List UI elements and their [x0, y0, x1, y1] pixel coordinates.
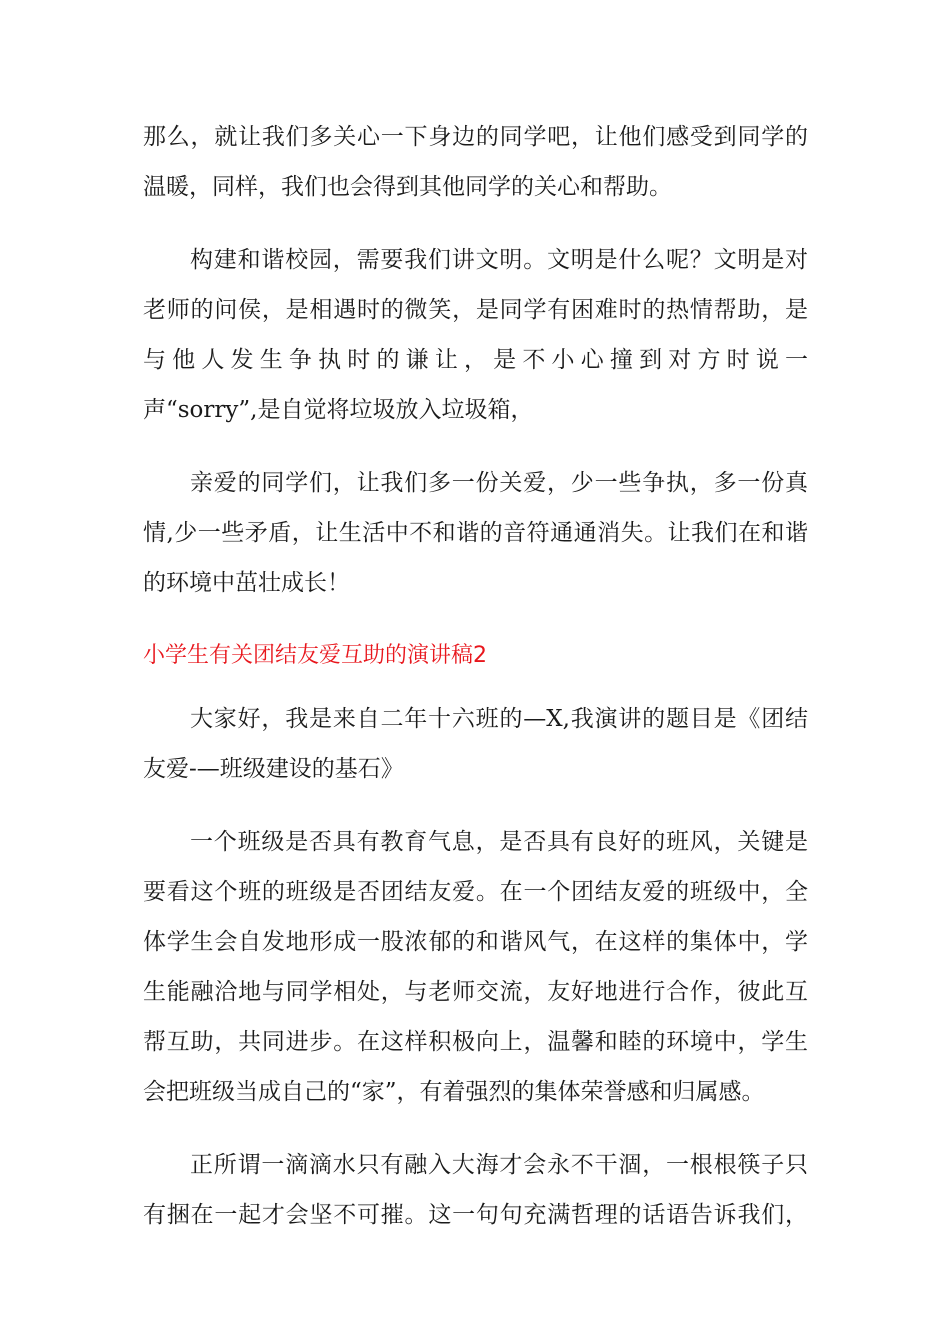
text-line: 会把班级当成自己的“家”，有着强烈的集体荣誉感和归属感。 — [143, 1079, 765, 1105]
paragraph — [143, 112, 808, 212]
paragraph — [143, 817, 808, 1117]
text-line: 体学生会自发地形成一股浓郁的和谐风气，在这样的集体中，学 — [143, 929, 808, 955]
paragraph — [143, 1140, 808, 1240]
document-body — [143, 112, 808, 1263]
section-title: 小学生有关团结友爱互助的演讲稿2 — [143, 643, 487, 668]
text-line: 要看这个班的班级是否团结友爱。在一个团结友爱的班级中，全 — [143, 879, 808, 905]
text-line: 大家好，我是来自二年十六班的—X,我演讲的题目是《团结 — [190, 706, 808, 732]
text-line: 情,少一些矛盾，让生活中不和谐的音符通通消失。让我们在和谐 — [143, 520, 808, 546]
text-line: 的环境中茁壮成长！ — [143, 570, 350, 596]
text-line: 有捆在一起才会坚不可摧。这一句句充满哲理的话语告诉我们， — [143, 1202, 808, 1228]
paragraph — [143, 694, 808, 794]
text-line: 生能融洽地与同学相处，与老师交流，友好地进行合作，彼此互 — [143, 979, 808, 1005]
text-line: 正所谓一滴滴水只有融入大海才会永不干涸，一根根筷子只 — [190, 1152, 808, 1178]
text-line: 温暖，同样，我们也会得到其他同学的关心和帮助。 — [143, 174, 672, 200]
text-line: 帮互助，共同进步。在这样积极向上，温馨和睦的环境中，学生 — [143, 1029, 808, 1055]
paragraph — [143, 458, 808, 608]
text-line: 与他人发生争执时的谦让，是不小心撞到对方时说一 — [143, 347, 808, 373]
text-line: 一个班级是否具有教育气息，是否具有良好的班风，关键是 — [190, 829, 808, 855]
text-line: 亲爱的同学们，让我们多一份关爱，少一些争执，多一份真 — [190, 470, 808, 496]
text-line: 老师的问侯，是相遇时的微笑，是同学有困难时的热情帮助，是 — [143, 297, 808, 323]
paragraph — [143, 235, 808, 435]
text-line: 友爱-—班级建设的基石》 — [143, 756, 404, 782]
text-line: 那么，就让我们多关心一下身边的同学吧，让他们感受到同学的 — [143, 124, 808, 150]
text-line: 声“sorry”,是自觉将垃圾放入垃圾箱， — [143, 397, 534, 423]
text-line: 构建和谐校园，需要我们讲文明。文明是什么呢？文明是对 — [190, 247, 808, 273]
